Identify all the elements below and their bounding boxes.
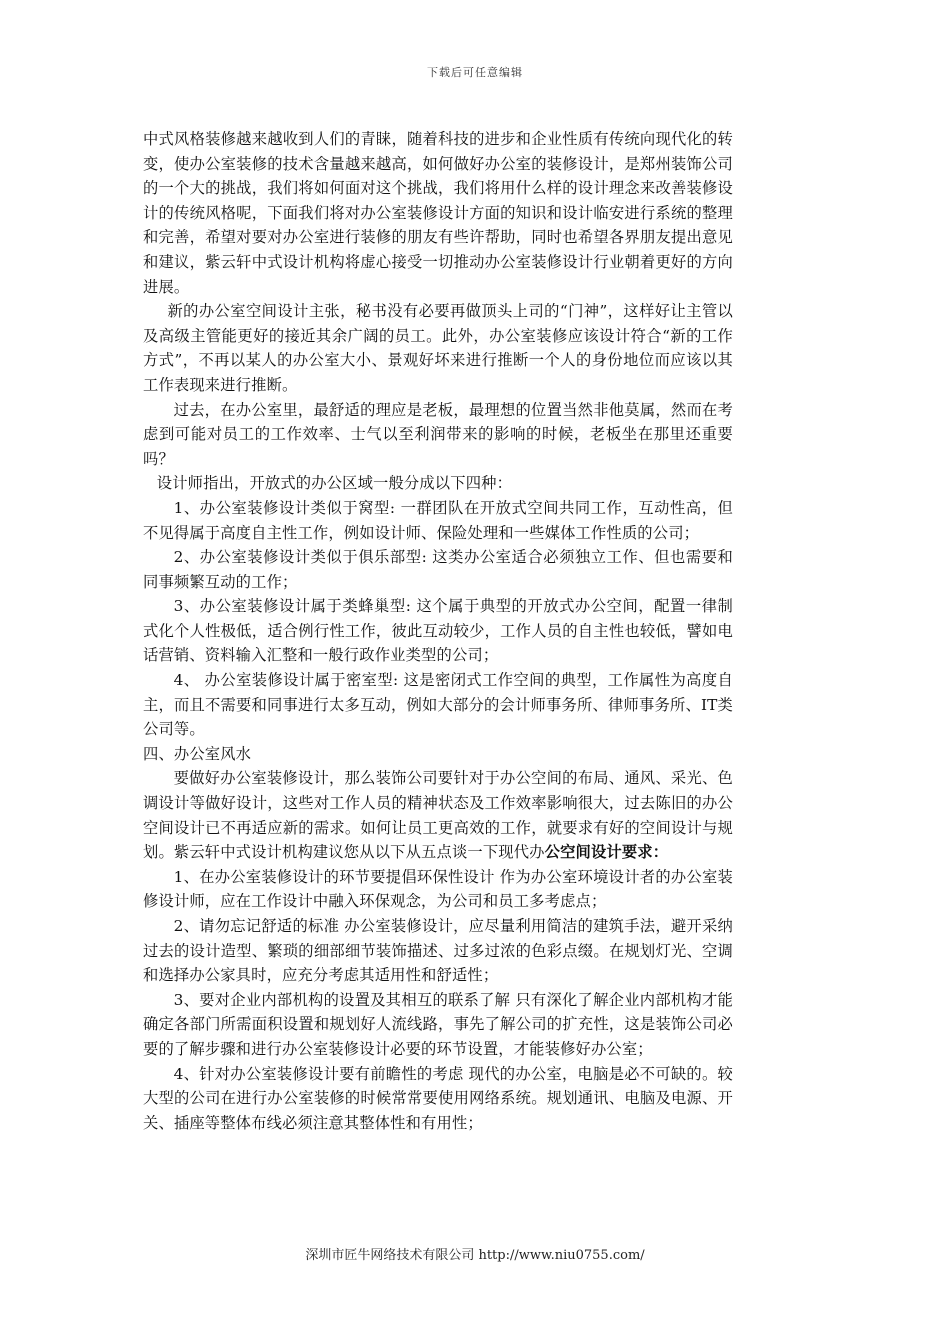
- paragraph-design-requirements: [143, 766, 733, 864]
- paragraph-intro: 中式风格装修越来越收到人们的青睐，随着科技的进步和企业性质有传统向现代化的转变，使办公室装修的技术含量越来越高，如何做好办公室的装修设计，是郑州装饰公司的一个大的挑战，我们将如何面对这个挑战，我们将用什么样的设计理念来改善装修设计的传统风格呢，下面我们将对办公室装修设计方面的知识和设计临安进行系统的整理和完善，希望对要对办公室进行装修的朋友有些许帮助，同时也希望各界朋友提出意见和建议，紫云轩中式设计机构将虚心接受一切推动办公室装修设计行业朝着更好的方向进展。: [143, 130, 733, 296]
- list-item-organization: 3、要对企业内部机构的设置及其相互的联系了解 只有深化了解企业内部机构才能确定各部门所需面积设置和规划好人流线路，事先了解公司的扩充性，这是装饰公司必要的了解步骤和进行办公室装修设计必要的环节设置，才能装修好办公室；: [143, 990, 733, 1058]
- list-item-cell-type: 4、 办公室装修设计属于密室型: 这是密闭式工作空间的典型，工作属性为高度自主，而且不需要和同事进行太多互动，例如大部分的会计师事务所、律师事务所、IT类公司等。: [143, 671, 733, 739]
- paragraph-boss-position: 过去，在办公室里，最舒适的理应是老板，最理想的位置当然非他莫属，然而在考虑到可能对员工的工作效率、士气以至利润带来的影响的时候，老板坐在那里还重要吗？: [143, 400, 733, 468]
- list-item-nest-type: 1、办公室装修设计类似于窝型: 一群团队在开放式空间共同工作，互动性高，但不见得属于高度自主性工作，例如设计师、保险处理和一些媒体工作性质的公司；: [143, 498, 733, 542]
- section-heading-fengshui: 四、办公室风水: [143, 744, 252, 763]
- document-body: [143, 127, 733, 1135]
- paragraph-new-office-concept: 新的办公室空间设计主张，秘书没有必要再做顶头上司的“门神”，这样好让主管以及高级主管能更好的接近其余广阔的员工。此外，办公室装修应该设计符合“新的工作方式”，不再以某人的办公室大小、景观好坏来进行推断一个人的身份地位而应该以其工作表现来进行推断。: [143, 302, 733, 394]
- paragraph-design-requirements-bold: 公空间设计要求：: [544, 843, 669, 862]
- list-item-eco-design: 1、在办公室装修设计的环节要提倡环保性设计 作为办公室环境设计者的办公室装修设计师，应在工作设计中融入环保观念，为公司和员工多考虑点；: [143, 867, 733, 911]
- list-item-forward-looking: 4、针对办公室装修设计要有前瞻性的考虑 现代的办公室，电脑是必不可缺的。较大型的公司在进行办公室装修的时候常常要使用网络系统。规划通讯、电脑及电源、开关、插座等整体布线必须注意其整体性和有用性；: [143, 1064, 733, 1132]
- paragraph-design-requirements-text: 要做好办公室装修设计，那么装饰公司要针对于办公空间的布局、通风、采光、色调设计等做好设计，这些对工作人员的精神状态及工作效率影响很大，过去陈旧的办公空间设计已不再适应新的需求。如何让员工更高效的工作，就要求有好的空间设计与规划。紫云轩中式设计机构建议您从以下从五点谈一下现代办: [143, 769, 733, 862]
- list-item-hive-type: 3、办公室装修设计属于类蜂巢型: 这个属于典型的开放式办公空间，配置一律制式化个人性极低，适合例行性工作，彼此互动较少，工作人员的自主性也较低，譬如电话营销、资料输入汇整和一般行政作业类型的公司；: [143, 597, 733, 665]
- page-footer: 深圳市匠牛网络技术有限公司 http://www.niu0755.com/: [305, 1248, 645, 1263]
- page-header: 下载后可任意编辑: [427, 66, 523, 79]
- list-item-comfort: 2、请勿忘记舒适的标准 办公室装修设计，应尽量利用简洁的建筑手法，避开采纳过去的设计造型、繁琐的细部细节装饰描述、过多过浓的色彩点缀。在规划灯光、空调和选择办公家具时，应充分考虑其适用性和舒适性；: [143, 917, 733, 985]
- list-item-club-type: 2、办公室装修设计类似于俱乐部型: 这类办公室适合必须独立工作、但也需要和同事频繁互动的工作；: [143, 548, 733, 591]
- paragraph-four-types-intro: 设计师指出，开放式的办公区域一般分成以下四种：: [156, 474, 513, 493]
